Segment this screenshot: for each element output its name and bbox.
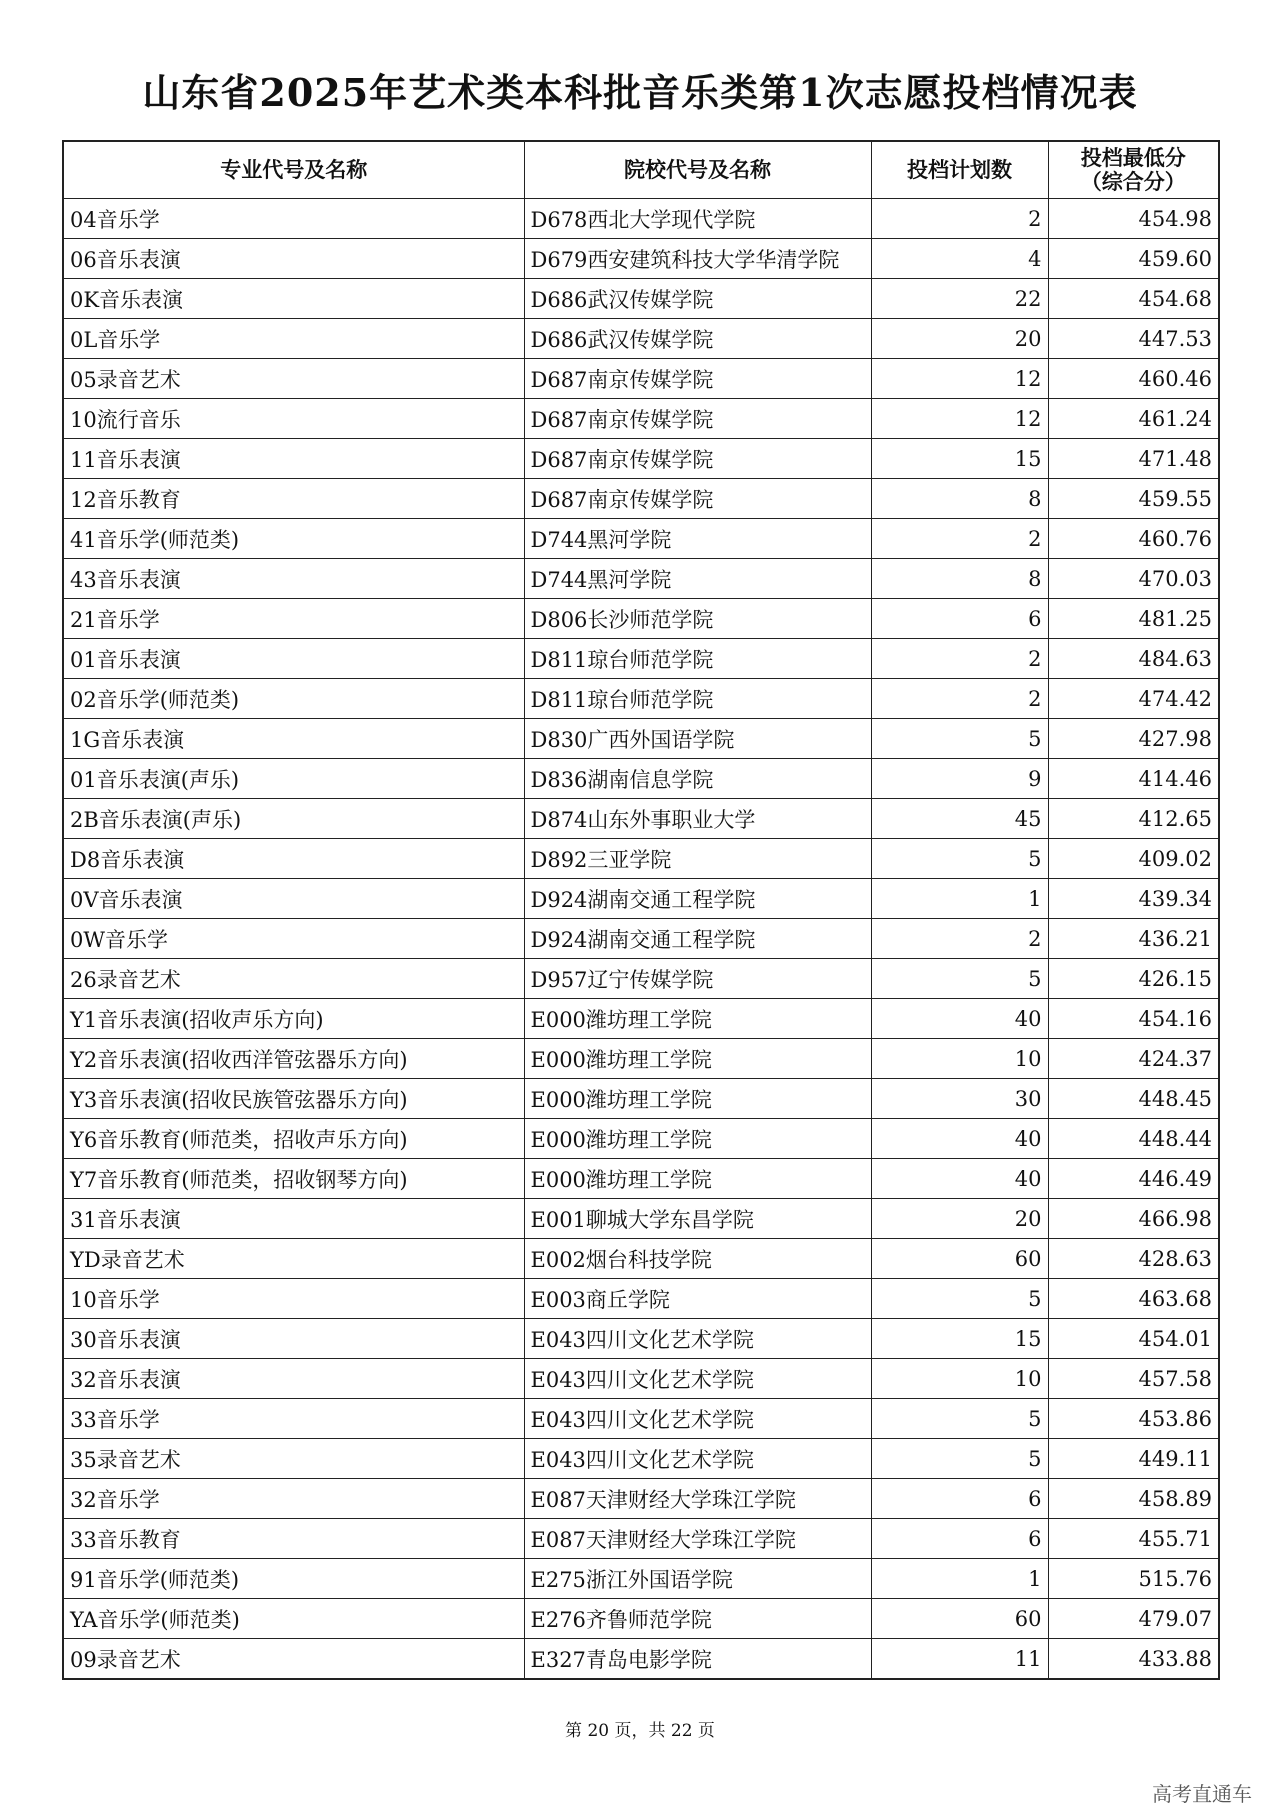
- table-row: [63, 919, 1219, 959]
- cell-plan: 2: [871, 679, 1048, 719]
- cell-plan: 9: [871, 759, 1048, 799]
- cell-school: D744黑河学院: [524, 519, 871, 559]
- cell-score: 470.03: [1048, 559, 1219, 599]
- cell-score: 459.55: [1048, 479, 1219, 519]
- cell-major: 43音乐表演: [63, 559, 524, 599]
- cell-school: D836湖南信息学院: [524, 759, 871, 799]
- cell-plan: 5: [871, 839, 1048, 879]
- cell-major: Y2音乐表演(招收西洋管弦器乐方向): [63, 1039, 524, 1079]
- cell-school: D811琼台师范学院: [524, 679, 871, 719]
- cell-plan: 20: [871, 319, 1048, 359]
- cell-score: 474.42: [1048, 679, 1219, 719]
- cell-school: E276齐鲁师范学院: [524, 1599, 871, 1639]
- cell-major: 31音乐表演: [63, 1199, 524, 1239]
- header-score-line1: 投档最低分: [1080, 146, 1186, 170]
- table-row: [63, 719, 1219, 759]
- cell-major: 1G音乐表演: [63, 719, 524, 759]
- cell-school: E275浙江外国语学院: [524, 1559, 871, 1599]
- cell-score: 409.02: [1048, 839, 1219, 879]
- cell-major: 0K音乐表演: [63, 279, 524, 319]
- cell-major: Y7音乐教育(师范类，招收钢琴方向): [63, 1159, 524, 1199]
- table-row: [63, 1359, 1219, 1399]
- cell-score: 436.21: [1048, 919, 1219, 959]
- table-row: [63, 1119, 1219, 1159]
- cell-score: 448.45: [1048, 1079, 1219, 1119]
- table-row: [63, 359, 1219, 399]
- cell-major: 05录音艺术: [63, 359, 524, 399]
- cell-school: D957辽宁传媒学院: [524, 959, 871, 999]
- cell-school: D874山东外事职业大学: [524, 799, 871, 839]
- cell-plan: 2: [871, 639, 1048, 679]
- cell-plan: 8: [871, 479, 1048, 519]
- cell-plan: 11: [871, 1639, 1048, 1680]
- table-row: [63, 559, 1219, 599]
- table-row: [63, 1599, 1219, 1639]
- table-row: [63, 1519, 1219, 1559]
- cell-score: 455.71: [1048, 1519, 1219, 1559]
- cell-school: E043四川文化艺术学院: [524, 1439, 871, 1479]
- cell-major: 11音乐表演: [63, 439, 524, 479]
- cell-school: E043四川文化艺术学院: [524, 1399, 871, 1439]
- cell-school: D892三亚学院: [524, 839, 871, 879]
- cell-major: 09录音艺术: [63, 1639, 524, 1680]
- cell-major: 0V音乐表演: [63, 879, 524, 919]
- cell-school: E001聊城大学东昌学院: [524, 1199, 871, 1239]
- cell-school: E087天津财经大学珠江学院: [524, 1519, 871, 1559]
- page-title: 山东省2025年艺术类本科批音乐类第1次志愿投档情况表: [142, 70, 1138, 115]
- cell-plan: 6: [871, 599, 1048, 639]
- cell-score: 428.63: [1048, 1239, 1219, 1279]
- table-row: [63, 1439, 1219, 1479]
- cell-plan: 30: [871, 1079, 1048, 1119]
- cell-major: 04音乐学: [63, 199, 524, 239]
- cell-plan: 6: [871, 1479, 1048, 1519]
- cell-school: D924湖南交通工程学院: [524, 879, 871, 919]
- table-row: [63, 319, 1219, 359]
- cell-plan: 45: [871, 799, 1048, 839]
- cell-plan: 4: [871, 239, 1048, 279]
- header-score-line2: （综合分）: [1080, 170, 1186, 194]
- cell-score: 515.76: [1048, 1559, 1219, 1599]
- cell-school: D687南京传媒学院: [524, 439, 871, 479]
- cell-score: 446.49: [1048, 1159, 1219, 1199]
- table-row: [63, 1399, 1219, 1439]
- table-row: [63, 1319, 1219, 1359]
- cell-school: E000潍坊理工学院: [524, 1119, 871, 1159]
- cell-school: D686武汉传媒学院: [524, 319, 871, 359]
- cell-plan: 12: [871, 359, 1048, 399]
- page-footer: 第 20 页，共 22 页: [565, 1721, 715, 1741]
- cell-major: 41音乐学(师范类): [63, 519, 524, 559]
- cell-major: D8音乐表演: [63, 839, 524, 879]
- cell-score: 448.44: [1048, 1119, 1219, 1159]
- cell-school: D924湖南交通工程学院: [524, 919, 871, 959]
- table-row: [63, 1079, 1219, 1119]
- cell-school: E327青岛电影学院: [524, 1639, 871, 1680]
- cell-school: E000潍坊理工学院: [524, 1079, 871, 1119]
- cell-school: E043四川文化艺术学院: [524, 1359, 871, 1399]
- cell-score: 449.11: [1048, 1439, 1219, 1479]
- table-row: [63, 1159, 1219, 1199]
- cell-plan: 60: [871, 1239, 1048, 1279]
- watermark: 高考直通车: [1152, 1782, 1252, 1806]
- table-row: [63, 199, 1219, 239]
- cell-score: 412.65: [1048, 799, 1219, 839]
- cell-school: D830广西外国语学院: [524, 719, 871, 759]
- cell-major: 10音乐学: [63, 1279, 524, 1319]
- cell-score: 439.34: [1048, 879, 1219, 919]
- cell-major: 32音乐表演: [63, 1359, 524, 1399]
- cell-score: 424.37: [1048, 1039, 1219, 1079]
- table-row: [63, 959, 1219, 999]
- cell-major: 21音乐学: [63, 599, 524, 639]
- cell-major: 06音乐表演: [63, 239, 524, 279]
- cell-plan: 10: [871, 1039, 1048, 1079]
- cell-major: YD录音艺术: [63, 1239, 524, 1279]
- cell-plan: 60: [871, 1599, 1048, 1639]
- cell-plan: 40: [871, 1119, 1048, 1159]
- table-body: [63, 199, 1219, 1680]
- table-row: [63, 839, 1219, 879]
- cell-plan: 5: [871, 1399, 1048, 1439]
- cell-school: E000潍坊理工学院: [524, 999, 871, 1039]
- cell-score: 484.63: [1048, 639, 1219, 679]
- table-row: [63, 639, 1219, 679]
- cell-plan: 22: [871, 279, 1048, 319]
- cell-plan: 2: [871, 519, 1048, 559]
- cell-plan: 5: [871, 1439, 1048, 1479]
- cell-major: 91音乐学(师范类): [63, 1559, 524, 1599]
- table-row: [63, 1039, 1219, 1079]
- table-row: [63, 279, 1219, 319]
- cell-school: D678西北大学现代学院: [524, 199, 871, 239]
- cell-score: 479.07: [1048, 1599, 1219, 1639]
- cell-plan: 15: [871, 1319, 1048, 1359]
- table-row: [63, 519, 1219, 559]
- cell-school: D744黑河学院: [524, 559, 871, 599]
- cell-school: D687南京传媒学院: [524, 399, 871, 439]
- cell-school: D811琼台师范学院: [524, 639, 871, 679]
- cell-school: E043四川文化艺术学院: [524, 1319, 871, 1359]
- cell-plan: 5: [871, 719, 1048, 759]
- table-header-row: [63, 141, 1219, 199]
- cell-plan: 40: [871, 1159, 1048, 1199]
- cell-major: 33音乐学: [63, 1399, 524, 1439]
- table-row: [63, 1559, 1219, 1599]
- cell-major: 02音乐学(师范类): [63, 679, 524, 719]
- table-row: [63, 759, 1219, 799]
- cell-school: E000潍坊理工学院: [524, 1039, 871, 1079]
- header-school: 院校代号及名称: [524, 141, 871, 199]
- cell-major: 26录音艺术: [63, 959, 524, 999]
- admission-table: [62, 140, 1220, 1680]
- cell-score: 459.60: [1048, 239, 1219, 279]
- cell-school: D687南京传媒学院: [524, 359, 871, 399]
- table-row: [63, 879, 1219, 919]
- header-major: 专业代号及名称: [63, 141, 524, 199]
- cell-score: 463.68: [1048, 1279, 1219, 1319]
- table-row: [63, 679, 1219, 719]
- cell-score: 454.16: [1048, 999, 1219, 1039]
- cell-school: D687南京传媒学院: [524, 479, 871, 519]
- cell-major: 33音乐教育: [63, 1519, 524, 1559]
- cell-major: 12音乐教育: [63, 479, 524, 519]
- cell-plan: 1: [871, 1559, 1048, 1599]
- cell-score: 471.48: [1048, 439, 1219, 479]
- cell-major: 01音乐表演: [63, 639, 524, 679]
- table-row: [63, 1239, 1219, 1279]
- cell-score: 433.88: [1048, 1639, 1219, 1680]
- cell-score: 460.46: [1048, 359, 1219, 399]
- cell-major: Y6音乐教育(师范类，招收声乐方向): [63, 1119, 524, 1159]
- table-row: [63, 999, 1219, 1039]
- cell-major: 32音乐学: [63, 1479, 524, 1519]
- table-row: [63, 799, 1219, 839]
- table-row: [63, 1199, 1219, 1239]
- cell-plan: 2: [871, 919, 1048, 959]
- cell-school: E003商丘学院: [524, 1279, 871, 1319]
- cell-plan: 2: [871, 199, 1048, 239]
- cell-plan: 8: [871, 559, 1048, 599]
- table-row: [63, 239, 1219, 279]
- cell-school: E002烟台科技学院: [524, 1239, 871, 1279]
- cell-score: 461.24: [1048, 399, 1219, 439]
- cell-major: YA音乐学(师范类): [63, 1599, 524, 1639]
- cell-plan: 12: [871, 399, 1048, 439]
- table-row: [63, 439, 1219, 479]
- cell-major: 2B音乐表演(声乐): [63, 799, 524, 839]
- header-score: [1048, 141, 1219, 199]
- table-row: [63, 1639, 1219, 1680]
- cell-plan: 20: [871, 1199, 1048, 1239]
- cell-plan: 5: [871, 959, 1048, 999]
- table-row: [63, 479, 1219, 519]
- cell-major: 30音乐表演: [63, 1319, 524, 1359]
- cell-score: 466.98: [1048, 1199, 1219, 1239]
- cell-school: D679西安建筑科技大学华清学院: [524, 239, 871, 279]
- cell-major: 35录音艺术: [63, 1439, 524, 1479]
- cell-score: 414.46: [1048, 759, 1219, 799]
- cell-plan: 10: [871, 1359, 1048, 1399]
- cell-major: Y3音乐表演(招收民族管弦器乐方向): [63, 1079, 524, 1119]
- cell-major: 0W音乐学: [63, 919, 524, 959]
- cell-plan: 40: [871, 999, 1048, 1039]
- cell-plan: 15: [871, 439, 1048, 479]
- cell-score: 426.15: [1048, 959, 1219, 999]
- cell-score: 454.01: [1048, 1319, 1219, 1359]
- cell-score: 460.76: [1048, 519, 1219, 559]
- cell-score: 427.98: [1048, 719, 1219, 759]
- cell-score: 447.53: [1048, 319, 1219, 359]
- cell-major: 01音乐表演(声乐): [63, 759, 524, 799]
- cell-school: E000潍坊理工学院: [524, 1159, 871, 1199]
- table-row: [63, 1279, 1219, 1319]
- table-row: [63, 1479, 1219, 1519]
- cell-major: Y1音乐表演(招收声乐方向): [63, 999, 524, 1039]
- cell-plan: 5: [871, 1279, 1048, 1319]
- cell-score: 454.68: [1048, 279, 1219, 319]
- cell-score: 481.25: [1048, 599, 1219, 639]
- table-row: [63, 599, 1219, 639]
- cell-score: 453.86: [1048, 1399, 1219, 1439]
- cell-score: 454.98: [1048, 199, 1219, 239]
- cell-score: 457.58: [1048, 1359, 1219, 1399]
- cell-school: E087天津财经大学珠江学院: [524, 1479, 871, 1519]
- cell-plan: 6: [871, 1519, 1048, 1559]
- table-row: [63, 399, 1219, 439]
- cell-school: D686武汉传媒学院: [524, 279, 871, 319]
- cell-school: D806长沙师范学院: [524, 599, 871, 639]
- header-plan: 投档计划数: [871, 141, 1048, 199]
- cell-major: 0L音乐学: [63, 319, 524, 359]
- cell-score: 458.89: [1048, 1479, 1219, 1519]
- cell-plan: 1: [871, 879, 1048, 919]
- cell-major: 10流行音乐: [63, 399, 524, 439]
